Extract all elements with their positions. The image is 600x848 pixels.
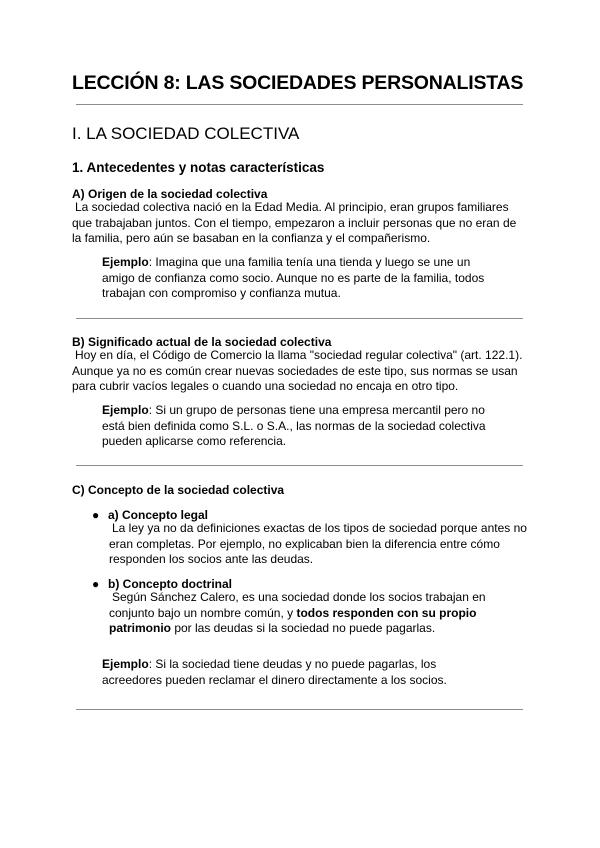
lesson-title: LECCIÓN 8: LAS SOCIEDADES PERSONALISTAS xyxy=(72,72,524,94)
bullet-icon: ● xyxy=(92,577,100,591)
doctrinal-text-bold: todos responden con su propio patrimonio xyxy=(109,605,477,635)
divider xyxy=(76,318,523,319)
part-a-example xyxy=(102,255,502,302)
part-a-text: La sociedad colectiva nació en la Edad Media. Al principio, eran grupos familiares que trabajaban juntos. Con el tiempo, empezaron a incluir personas que no eran de la familia, pero aún se basaban en la confianza y el compañerismo. xyxy=(72,200,517,245)
part-b-text: Hoy en día, el Código de Comercio la llama "sociedad regular colectiva" (art. 122.1). Aunque ya no es común crear nuevas sociedades de este tipo, sus normas se usan para cubrir vacíos legales o cuando una sociedad no encaja en otro tipo. xyxy=(72,348,523,393)
part-b-example xyxy=(102,403,502,450)
part-c-heading: C) Concepto de la sociedad colectiva xyxy=(72,483,285,497)
divider xyxy=(76,104,523,105)
example-text: : Imagina que una familia tenía una tienda y luego se une un amigo de confianza como socio. Aunque no es parte de la familia, todos trabajan con compromiso y confianza mutua. xyxy=(102,255,485,300)
doctrinal-concept-text xyxy=(109,590,529,637)
divider xyxy=(76,465,523,466)
legal-concept-title: a) Concepto legal xyxy=(108,508,209,522)
part-a-heading: A) Origen de la sociedad colectiva xyxy=(72,187,268,201)
example-label: Ejemplo xyxy=(102,403,149,417)
doctrinal-concept-title: b) Concepto doctrinal xyxy=(108,577,232,591)
bullet-doctrinal xyxy=(92,577,232,591)
part-c-example xyxy=(102,657,482,688)
doctrinal-text-before: Según Sánchez Calero, es una sociedad donde los socios trabajan en conjunto bajo un nombre común, y xyxy=(109,590,486,620)
example-text: : Si la sociedad tiene deudas y no puede pagarlas, los acreedores pueden reclamar el dinero directamente a los socios. xyxy=(102,657,447,687)
example-label: Ejemplo xyxy=(102,657,149,671)
example-label: Ejemplo xyxy=(102,255,149,269)
bullet-legal xyxy=(92,508,208,522)
divider xyxy=(76,709,523,710)
example-text: : Si un grupo de personas tiene una empresa mercantil pero no está bien definida como S.L. o S.A., las normas de la sociedad colectiva pueden aplicarse como referencia. xyxy=(102,403,486,448)
part-b-heading: B) Significado actual de la sociedad colectiva xyxy=(72,335,332,349)
bullet-icon: ● xyxy=(92,508,100,522)
legal-concept-text: La ley ya no da definiciones exactas de los tipos de sociedad porque antes no eran completas. Por ejemplo, no explicaban bien la diferencia entre cómo responden los socios ante las deudas. xyxy=(109,521,527,566)
subsection-title: 1. Antecedentes y notas características xyxy=(72,160,325,175)
section-title: I. LA SOCIEDAD COLECTIVA xyxy=(72,124,300,143)
doctrinal-text-after: por las deudas si la sociedad no puede pagarlas. xyxy=(171,621,436,635)
